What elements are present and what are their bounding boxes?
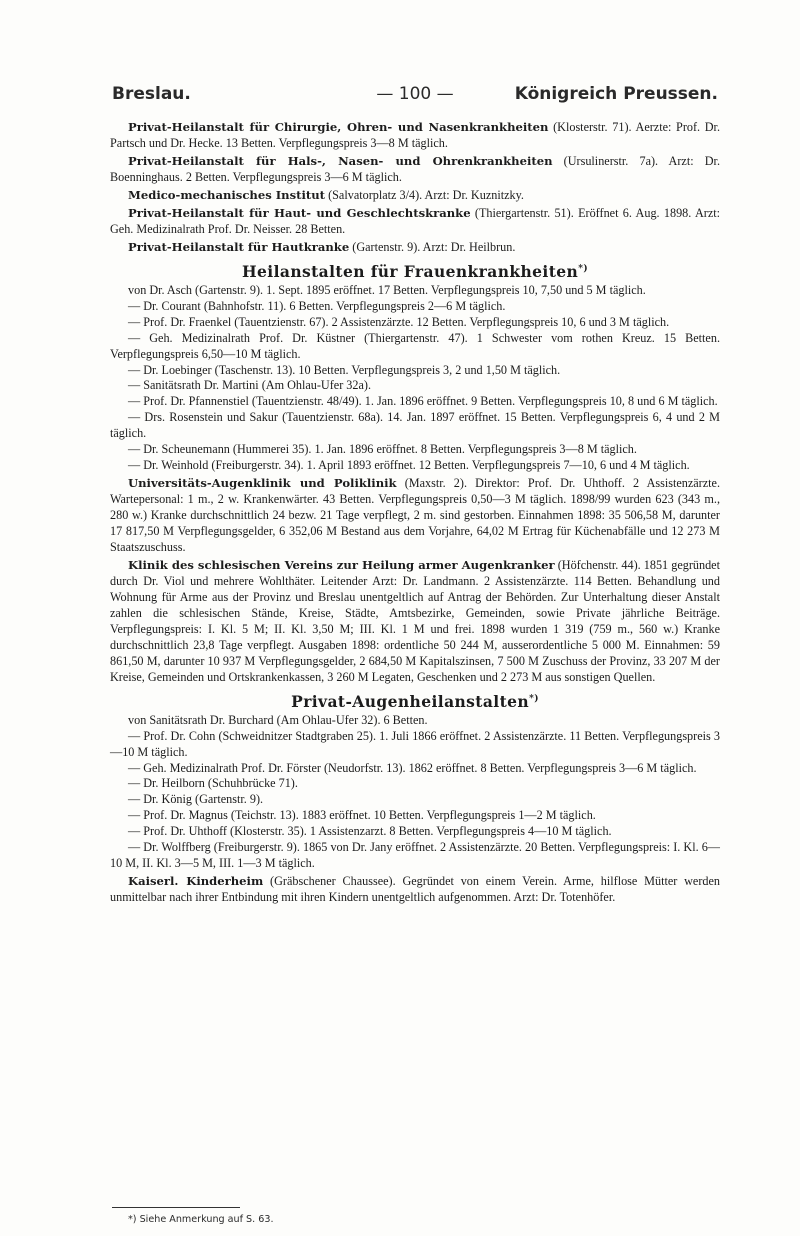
entry-text: (Höfchenstr. 44). 1851 gegründet durch Dr. Viol und mehrere Wohlthäter. Leitender Arzt: Dr. Landmann. 2 Assistenzärzte. 114 Betten. Behandlung und Wohnung für Arme aus der Provinz und Breslau unentgeltlich auf Antrag der Behörden. Zur Unterhaltung dieser Anstalt zahlen die schlesischen Stände, Kreise, Städte, Amtsbezirke, Gemeinden, sowie Private jährliche Beiträge. Verpflegungspreis: I. Kl. 5 M; II. Kl. 3,50 M; III. Kl. 1 M und frei. 1898 wurden 1 319 (759 m., 560 w.) Kranke durchschnittlich 23,8 Tage verpflegt. Ausgaben 1898: ordentliche 50 244 M, ausserordentliche 5 000 M. Einnahmen: 59 861,50 M, darunter 10 937 M Verpflegungsgelder, 2 684,50 M Kapitalszinsen, 7 500 M Zuschuss der Provinz, 33 207 M der Kreise, Gemeinden und Ortskrankenkassen, 3 260 M Legaten, Geschenken und 2 273 M aus sonstigen Quellen. — [110, 557, 720, 684]
footnote-marker: *) — [529, 693, 539, 704]
entry-augenklinik — [110, 476, 720, 556]
section-heading-frauenkrankheiten — [110, 262, 720, 280]
entry-text: (Gräbschener Chaussee). Gegründet von einem Verein. Arme, hilflose Mütter werden unmittelbar nach ihrer Entbindung mit ihren Kindern unentgeltlich aufgenommen. Arzt: Dr. Totenhöfer. — [110, 874, 720, 905]
entry-text: (Thiergartenstr. 51). Eröffnet 6. Aug. 1898. Arzt: Geh. Medizinalrath Prof. Dr. Neisser. 28 Betten. — [110, 205, 721, 236]
entry-title: Kaiserl. Kinderheim — [128, 874, 264, 889]
header-city: Breslau. — [112, 84, 191, 104]
list-item: — Prof. Dr. Uhthoff (Klosterstr. 35). 1 Assistenzarzt. 8 Betten. Verpflegungspreis 4—10 M täglich. — [128, 824, 612, 839]
section-heading-text: Privat-Augenheilanstalten — [291, 691, 530, 711]
list-item: — Dr. König (Gartenstr. 9). — [128, 792, 264, 807]
header-region: Königreich Preussen. — [514, 84, 718, 104]
list-item: — Dr. Wolffberg (Freiburgerstr. 9). 1865 von Dr. Jany eröffnet. 2 Assistenzärzte. 20 Betten. Verpflegungspreis: I. Kl. 6—10 M, II. Kl. 3—5 M, III. 1—3 M täglich. — [110, 840, 720, 871]
page-content — [110, 120, 720, 908]
entry-text: (Salvatorplatz 3/4). Arzt: Dr. Kuznitzky. — [325, 187, 524, 202]
footnote: *) Siehe Anmerkung auf S. 63. — [128, 1214, 274, 1225]
entry-text: (Maxstr. 2). Direktor: Prof. Dr. Uhthoff. 2 Assistenzärzte. Wartepersonal: 1 m., 2 w. Krankenwärter. 43 Betten. Verpflegungspreis 0,50—3 M täglich. 1898/99 wurden 623 (343 m., 280 w.) Kranke durchschnittlich 24 bezw. 21 Tage verpflegt, 2 m. sind gestorben. Einnahmen 1898: 35 506,58 M, darunter 17 817,50 M Verpflegungsgelder, 6 352,06 M Bestand aus dem Vorjahre, 64,02 M Ertrag für Küchenabfälle und 12 273 M Staatszuschuss. — [110, 476, 720, 554]
list-item: — Dr. Scheunemann (Hummerei 35). 1. Jan. 1896 eröffnet. 8 Betten. Verpflegungspreis 3—8 M täglich. — [128, 442, 637, 457]
page-number: — 100 — — [376, 84, 454, 104]
entry-title: Universitäts-Augenklinik und Poliklinik — [128, 476, 397, 491]
running-header — [112, 84, 718, 110]
entry-title: Medico-mechanisches Institut — [128, 187, 326, 202]
entry-hautkranke — [110, 240, 720, 256]
section-heading-augenheilanstalten — [110, 692, 720, 710]
entry-hals-nasen-ohren — [110, 154, 720, 186]
list-item: — Geh. Medizinalrath Prof. Dr. Förster (Neudorfstr. 13). 1862 eröffnet. 8 Betten. Verpflegungspreis 3—6 M täglich. — [128, 760, 697, 775]
section-heading-text: Heilanstalten für Frauenkrankheiten — [242, 261, 579, 281]
list-item: — Dr. Courant (Bahnhofstr. 11). 6 Betten. Verpflegungspreis 2—6 M täglich. — [128, 298, 506, 313]
entry-medico-mechanisch — [110, 188, 720, 204]
entry-text: (Gartenstr. 9). Arzt: Dr. Heilbrun. — [349, 239, 516, 254]
list-item: — Drs. Rosenstein und Sakur (Tauentzienstr. 68a). 14. Jan. 1897 eröffnet. 15 Betten. Verpflegungspreis 6, 4 und 2 M täglich. — [110, 410, 720, 441]
list-item: von Dr. Asch (Gartenstr. 9). 1. Sept. 1895 eröffnet. 17 Betten. Verpflegungspreis 10, 7,50 und 5 M täglich. — [128, 282, 646, 297]
entry-title: Klinik des schlesischen Vereins zur Heilung armer Augenkranker — [128, 557, 555, 572]
entry-kinderheim — [110, 874, 720, 906]
list-item: — Prof. Dr. Fraenkel (Tauentzienstr. 67). 2 Assistenzärzte. 12 Betten. Verpflegungspreis 10, 6 und 3 M täglich. — [128, 314, 670, 329]
entry-title: Privat-Heilanstalt für Haut- und Geschlechtskranke — [128, 205, 471, 220]
list-item: — Sanitätsrath Dr. Martini (Am Ohlau-Ufer 32a). — [128, 378, 372, 393]
footnote-divider — [112, 1207, 240, 1208]
list-item: — Prof. Dr. Cohn (Schweidnitzer Stadtgraben 25). 1. Juli 1866 eröffnet. 2 Assistenzärzte. 11 Betten. Verpflegungspreis 3—10 M täglich. — [110, 728, 720, 759]
list-item: — Dr. Loebinger (Taschenstr. 13). 10 Betten. Verpflegungspreis 3, 2 und 1,50 M täglich. — [128, 362, 561, 377]
entry-augenkranker-verein — [110, 558, 720, 686]
entry-text: (Ursulinerstr. 7a). Arzt: Dr. Boenninghaus. 2 Betten. Verpflegungspreis 3—6 M täglich. — [110, 153, 720, 184]
list-item: — Prof. Dr. Pfannenstiel (Tauentzienstr. 48/49). 1. Jan. 1896 eröffnet. 9 Betten. Verpflegungspreis 10, 8 und 6 M täglich. — [128, 394, 718, 409]
entry-haut-geschlecht — [110, 206, 720, 238]
list-item: — Dr. Heilborn (Schuhbrücke 71). — [128, 776, 298, 791]
entry-title: Privat-Heilanstalt für Hautkranke — [128, 239, 350, 254]
entry-text: (Klosterstr. 71). Aerzte: Prof. Dr. Partsch und Dr. Hecke. 13 Betten. Verpflegungspreis 3—8 M täglich. — [110, 120, 720, 150]
entry-title: Privat-Heilanstalt für Chirurgie, Ohren- und Nasenkrankheiten — [128, 120, 549, 134]
list-item: — Geh. Medizinalrath Prof. Dr. Küstner (Thiergartenstr. 47). 1 Schwester vom rothen Kreuz. 15 Betten. Verpflegungspreis 6,50—10 M täglich. — [110, 330, 720, 361]
footnote-marker: *) — [578, 263, 588, 274]
entry-title: Privat-Heilanstalt für Hals-, Nasen- und Ohrenkrankheiten — [128, 153, 553, 168]
list-item: — Prof. Dr. Magnus (Teichstr. 13). 1883 eröffnet. 10 Betten. Verpflegungspreis 1—2 M täglich. — [128, 808, 596, 823]
entry-chirurgie — [110, 120, 720, 152]
list-item: von Sanitätsrath Dr. Burchard (Am Ohlau-Ufer 32). 6 Betten. — [128, 712, 428, 727]
list-item: — Dr. Weinhold (Freiburgerstr. 34). 1. April 1893 eröffnet. 12 Betten. Verpflegungspreis 7—10, 6 und 4 M täglich. — [128, 458, 690, 473]
